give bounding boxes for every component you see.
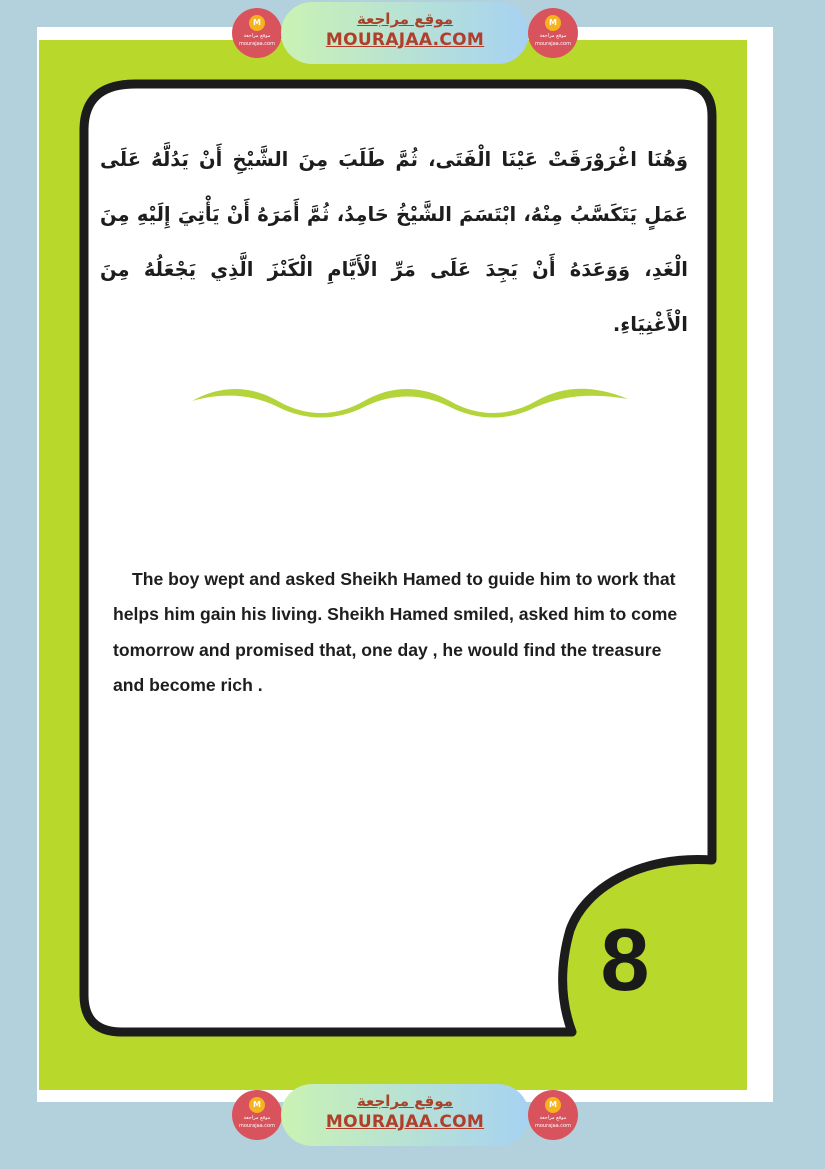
logo-badge-icon: M bbox=[249, 1097, 265, 1113]
english-story-paragraph: The boy wept and asked Sheikh Hamed to guide him to work that helps him gain his living. Sheikh Hamed smiled, asked him to come tomorrow and promised that, one day , he would find the treasure and become rich . bbox=[113, 569, 678, 695]
watermark-link[interactable] bbox=[281, 2, 529, 64]
logo-caption-en: mourajaa.com bbox=[534, 41, 571, 47]
logo-badge-icon: M bbox=[545, 15, 561, 31]
site-logo-icon bbox=[528, 1090, 578, 1140]
logo-caption-en: mourajaa.com bbox=[238, 1123, 275, 1129]
site-logo-icon bbox=[232, 8, 282, 58]
watermark-link[interactable] bbox=[281, 1084, 529, 1146]
logo-caption-ar: موقع مراجعة bbox=[243, 33, 271, 39]
watermark-site-label: MOURAJAA.COM bbox=[325, 30, 485, 50]
watermark-banner-bottom[interactable] bbox=[232, 1084, 578, 1146]
watermark-banner-top[interactable] bbox=[232, 2, 578, 64]
logo-badge-icon: M bbox=[249, 15, 265, 31]
watermark-arabic-label: موقع مراجعة bbox=[356, 10, 454, 28]
decorative-wave-divider bbox=[190, 383, 630, 419]
logo-caption-ar: موقع مراجعة bbox=[243, 1115, 271, 1121]
site-logo-icon bbox=[232, 1090, 282, 1140]
logo-caption-ar: موقع مراجعة bbox=[539, 33, 567, 39]
logo-caption-en: mourajaa.com bbox=[238, 41, 275, 47]
watermark-site-label: MOURAJAA.COM bbox=[325, 1112, 485, 1132]
logo-badge-icon: M bbox=[545, 1097, 561, 1113]
logo-caption-ar: موقع مراجعة bbox=[539, 1115, 567, 1121]
page-number: 8 bbox=[600, 910, 650, 1009]
arabic-story-paragraph: وَهُنَا اغْرَوْرَقَتْ عَيْنَا الْفَتَى، ثُمَّ طَلَبَ مِنَ الشَّيْخِ أَنْ يَدُلَّهُ عَلَى عَمَلٍ يَتَكَسَّبُ مِنْهُ، ابْتَسَمَ الشَّيْخُ حَامِدُ، ثُمَّ أَمَرَهُ أَنْ يَأْتِيَ إِلَيْهِ مِنَ الْغَدِ، وَوَعَدَهُ أَنْ يَجِدَ عَلَى مَرِّ الْأَيَّامِ الْكَنْزَ الَّذِي يَجْعَلُهُ مِنَ الْأَغْنِيَاءِ. bbox=[100, 148, 688, 336]
watermark-arabic-label: موقع مراجعة bbox=[356, 1092, 454, 1110]
site-logo-icon bbox=[528, 8, 578, 58]
logo-caption-en: mourajaa.com bbox=[534, 1123, 571, 1129]
